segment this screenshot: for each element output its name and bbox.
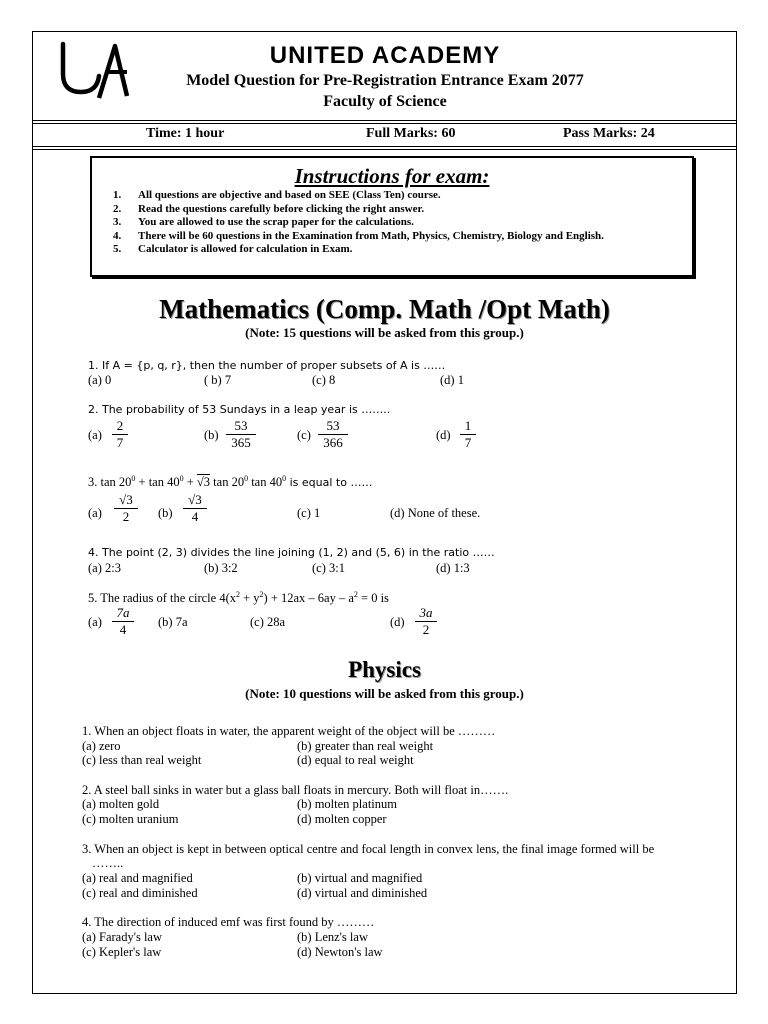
math-q4-opt-a: (a) 2:3 [88,561,121,575]
math-q5-opt-b: (b) 7a [158,615,188,629]
math-q2-frac-d: $\frac{1}{7}$ [460,418,476,451]
math-q5-opt-a: (a) [88,615,102,629]
math-q3-opt-b: (b) [158,506,173,520]
header-rule-top-2 [32,123,737,124]
header-rule-bottom-2 [32,149,737,150]
math-q2-opt-b: (b) [204,428,219,442]
instructions-title: Instructions for exam: [294,164,490,188]
physics-q3-opt-c: (c) real and diminished [82,886,198,900]
math-q5-frac-a: $\frac{7a}{4}$ [112,605,134,638]
pass-marks: Pass Marks: 24 [563,126,655,141]
math-q1-opt-a: (a) 0 [88,373,112,387]
math-q1-opt-d: (d) 1 [440,373,464,387]
math-q4-opt-b: (b) 3:2 [204,561,238,575]
physics-q3-text: 3. When an object is kept in between optical centre and focal length in convex lens, the final image formed will be [82,842,655,856]
exam-title: Model Question for Pre-Registration Entrance Exam 2077 [186,72,584,89]
instruction-item: 1. All questions are objective and based on SEE (Class Ten) course. [113,189,441,201]
math-q3-opt-d: (d) None of these. [390,506,481,520]
physics-q3-opt-a: (a) real and magnified [82,871,193,885]
math-q2-frac-b: $\frac{53}{365}$ [226,418,256,451]
physics-q2-opt-a: (a) molten gold [82,797,160,811]
math-q2-frac-c: $\frac{53}{366}$ [318,418,348,451]
header-rule-top [32,120,737,121]
math-q4-opt-c: (c) 3:1 [312,561,345,575]
physics-q1-opt-a: (a) zero [82,739,121,753]
math-q1-text: 1. If A = {p, q, r}, then the number of proper subsets of A is …… [88,359,446,372]
math-q2-opt-c: (c) [297,428,311,442]
physics-q4-text: 4. The direction of induced emf was first found by ……… [82,915,375,929]
math-q3-opt-a: (a) [88,506,102,520]
physics-q2-text: 2. A steel ball sinks in water but a glass ball floats in mercury. Both will float in……. [82,783,509,797]
instruction-item: 5. Calculator is allowed for calculation in Exam. [113,243,353,255]
physics-q1-opt-d: (d) equal to real weight [297,753,414,767]
physics-q1-text: 1. When an object floats in water, the apparent weight of the object will be ……… [82,724,496,738]
physics-section-title: Physics [348,657,421,682]
physics-q3-opt-b: (b) virtual and magnified [297,871,423,885]
math-section-title: Mathematics (Comp. Math /Opt Math) [159,294,610,324]
math-q3-opt-c: (c) 1 [297,506,321,520]
physics-q4-opt-b: (b) Lenz's law [297,930,368,944]
math-q2-opt-a: (a) [88,428,102,442]
math-note: (Note: 15 questions will be asked from this group.) [245,325,524,340]
math-q4-text: 4. The point (2, 3) divides the line joining (1, 2) and (5, 6) in the ratio …… [88,546,495,559]
math-q2-opt-d: (d) [436,428,451,442]
physics-q4-opt-c: (c) Kepler's law [82,945,162,959]
instruction-item: 3. You are allowed to use the scrap paper for the calculations. [113,216,414,228]
full-marks: Full Marks: 60 [366,126,456,141]
math-q2-frac-a: $\frac{2}{7}$ [112,418,128,451]
school-name: UNITED ACADEMY [269,42,501,69]
instruction-item: 4. There will be 60 questions in the Examination from Math, Physics, Chemistry, Biology and English. [113,229,604,242]
math-q3-frac-b: $\frac{√3}{4}$ [183,492,207,525]
physics-q1-opt-c: (c) less than real weight [82,753,202,767]
physics-q3-text-cont: …….. [92,856,124,870]
physics-note: (Note: 10 questions will be asked from this group.) [245,686,524,701]
header-rule-bottom [32,146,737,147]
math-q5-text: 5. The radius of the circle $4(x^2 + y^2) + 12ax - 6ay - a^2 = 0$ is [88,590,389,606]
physics-q2-opt-d: (d) molten copper [297,812,387,826]
math-q5-frac-d: $\frac{3a}{2}$ [415,605,437,638]
math-q3-frac-a: $\frac{√3}{2}$ [114,492,138,525]
physics-q4-opt-a: (a) Farady's law [82,930,162,944]
math-q1-opt-b: ( b) 7 [204,373,232,387]
faculty-title: Faculty of Science [323,93,447,110]
math-q1-opt-c: (c) 8 [312,373,336,387]
instructions-list [113,189,604,257]
instruction-item: 2. Read the questions carefully before clicking the right answer. [113,202,425,215]
math-q5-opt-d: (d) [390,615,405,629]
exam-time: Time: 1 hour [146,126,225,141]
physics-q2-opt-b: (b) molten platinum [297,797,397,811]
math-q4-opt-d: (d) 1:3 [436,561,470,575]
math-q3-text: 3. $\tan 20^0 + \tan 40^0 + √3$ $\tan 20^0$ $\tan 40^0$ is equal to …… [88,474,373,490]
physics-q3-opt-d: (d) virtual and diminished [297,886,428,900]
united-academy-logo [55,40,133,100]
physics-q4-opt-d: (d) Newton's law [297,945,383,959]
math-q5-opt-c: (c) 28a [250,615,286,629]
math-q2-text: 2. The probability of 53 Sundays in a leap year is …….. [88,403,391,416]
physics-q1-opt-b: (b) greater than real weight [297,739,434,753]
physics-q2-opt-c: (c) molten uranium [82,812,179,826]
